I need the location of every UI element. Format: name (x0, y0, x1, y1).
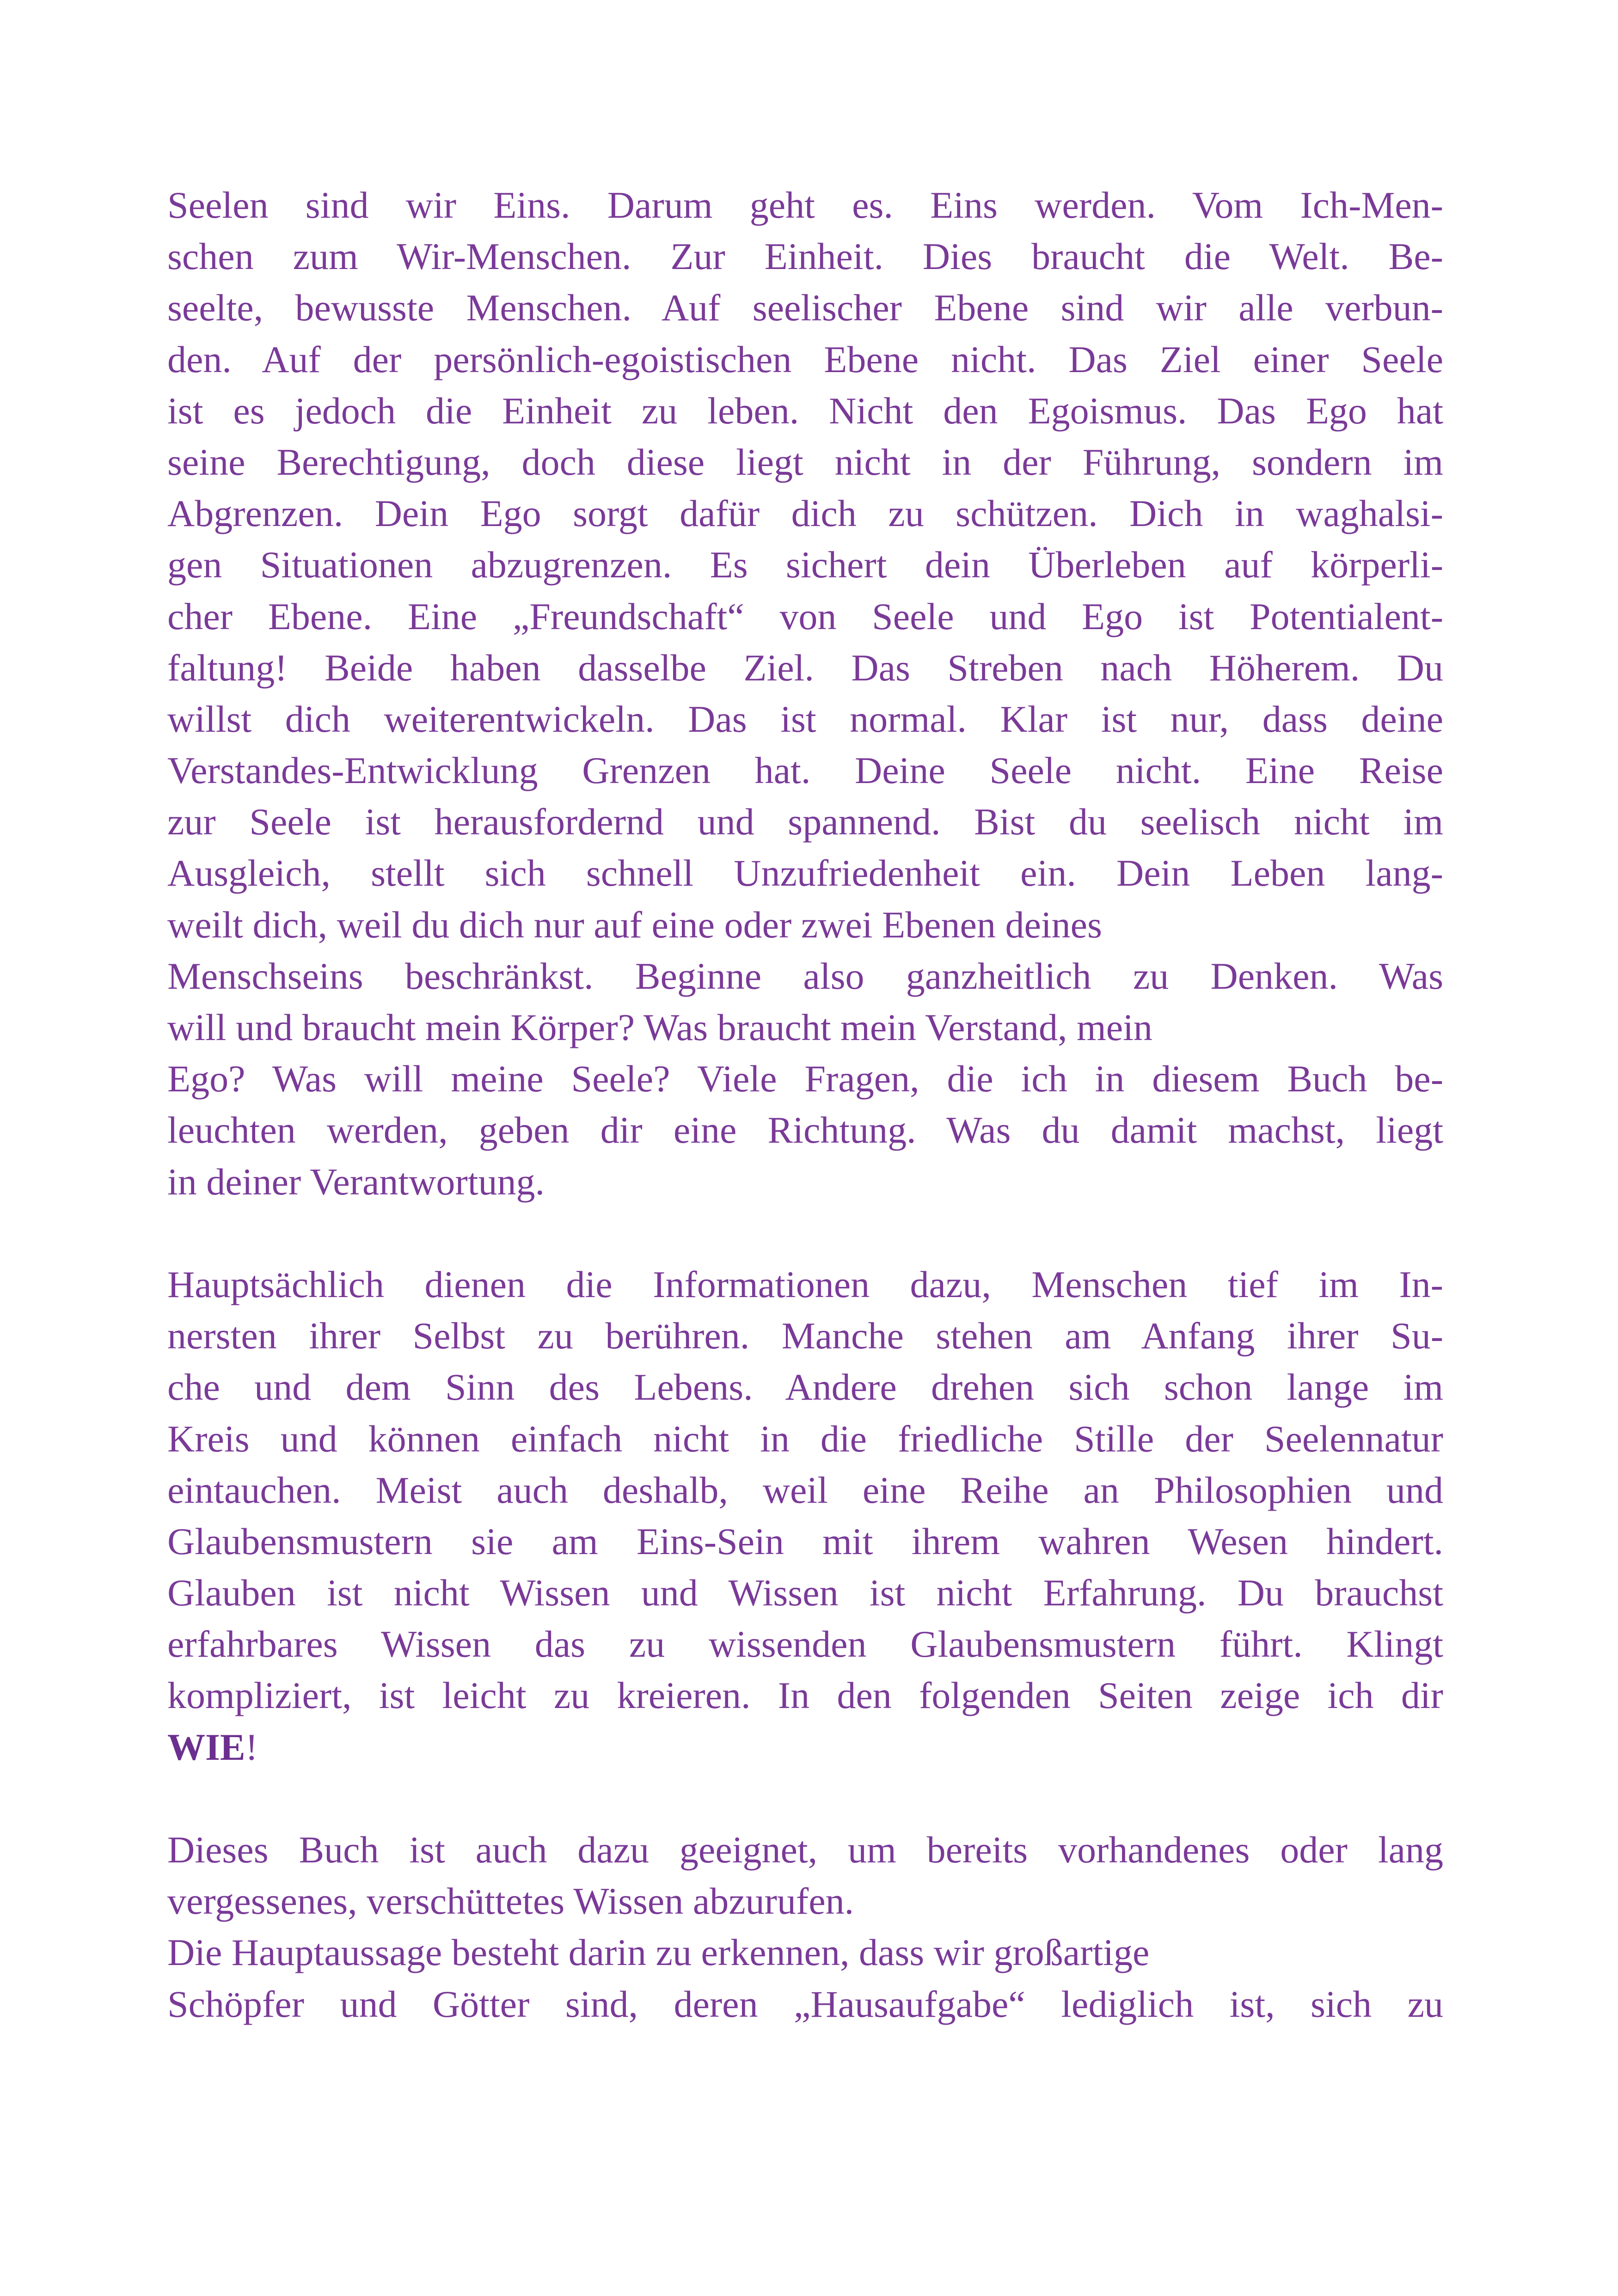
paragraph-2-line-9: kompliziert, ist leicht zu kreieren. In den folgenden Seiten zeige ich dir (167, 1674, 1443, 1717)
paragraph-1-line-5: ist es jedoch die Einheit zu leben. Nicht den Egoismus. Das Ego hat (167, 389, 1443, 432)
paragraph-2-line-1: Hauptsächlich dienen die Informationen dazu, Menschen tief im In- (167, 1263, 1443, 1305)
paragraph-1-line-13: zur Seele ist herausfordernd und spannend. Bist du seelisch nicht im (167, 801, 1443, 843)
paragraph-spacer (167, 1773, 1443, 1824)
paragraph-4-line-1: Die Hauptaussage besteht darin zu erkennen, dass wir großartige (167, 1931, 1150, 1974)
paragraph-2-line-7: Glauben ist nicht Wissen und Wissen ist nicht Erfahrung. Du brauchst (167, 1572, 1443, 1614)
paragraph-2-line-2: nersten ihrer Selbst zu berühren. Manche stehen am Anfang ihrer Su- (167, 1315, 1443, 1357)
paragraph-3-line-1: Dieses Buch ist auch dazu geeignet, um bereits vorhandenes oder lang (167, 1829, 1443, 1871)
paragraph-1-line-10: faltung! Beide haben dasselbe Ziel. Das Streben nach Höherem. Du (167, 646, 1443, 689)
paragraph-1-line-15: weilt dich, weil du dich nur auf eine oder zwei Ebenen deines (167, 903, 1102, 946)
paragraph-1-line-4: den. Auf der persönlich-egoistischen Ebene nicht. Das Ziel einer Seele (167, 338, 1443, 380)
paragraph-1-line-14: Ausgleich, stellt sich schnell Unzufriedenheit ein. Dein Leben lang- (167, 852, 1443, 894)
paragraph-2-line-6: Glaubensmustern sie am Eins-Sein mit ihrem wahren Wesen hindert. (167, 1520, 1443, 1562)
paragraph-2-line-3: che und dem Sinn des Lebens. Andere drehen sich schon lange im (167, 1366, 1443, 1408)
paragraph-1-line-20: in deiner Verantwortung. (167, 1160, 545, 1203)
paragraph-2-line-4: Kreis und können einfach nicht in die friedliche Stille der Seelennatur (167, 1417, 1443, 1460)
paragraph-1-line-11: willst dich weiterentwickeln. Das ist normal. Klar ist nur, dass deine (167, 698, 1443, 740)
paragraph-2-line-5: eintauchen. Meist auch deshalb, weil eine Reihe an Philosophien und (167, 1469, 1443, 1511)
paragraph-1-line-16: Menschseins beschränkst. Beginne also ganzheitlich zu Denken. Was (167, 955, 1443, 997)
paragraph-1-line-3: seelte, bewusste Menschen. Auf seelischer Ebene sind wir alle verbun- (167, 287, 1443, 329)
paragraph-3-line-2: vergessenes, verschüttetes Wissen abzurufen. (167, 1880, 854, 1923)
paragraph-1-line-1: Seelen sind wir Eins. Darum geht es. Eins werden. Vom Ich-Men- (167, 184, 1443, 226)
closing-punctuation: ! (245, 1726, 258, 1768)
paragraph-1-line-8: gen Situationen abzugrenzen. Es sichert dein Überleben auf körperli- (167, 544, 1443, 586)
paragraph-1-line-18: Ego? Was will meine Seele? Viele Fragen, die ich in diesem Buch be- (167, 1058, 1443, 1100)
paragraph-1-line-7: Abgrenzen. Dein Ego sorgt dafür dich zu schützen. Dich in waghalsi- (167, 492, 1443, 535)
paragraph-1-line-9: cher Ebene. Eine „Freundschaft“ von Seele und Ego ist Potentialent- (167, 595, 1443, 637)
emphasis-wie: WIE (167, 1726, 245, 1768)
paragraph-1-line-12: Verstandes-Entwicklung Grenzen hat. Deine Seele nicht. Eine Reise (167, 749, 1443, 792)
paragraph-1-line-6: seine Berechtigung, doch diese liegt nicht in der Führung, sondern im (167, 441, 1443, 483)
paragraph-1-line-2: schen zum Wir-Menschen. Zur Einheit. Dies braucht die Welt. Be- (167, 235, 1443, 278)
paragraph-2-closing-line (167, 1721, 1443, 1773)
paragraph-spacer (167, 1207, 1443, 1259)
paragraph-4-line-2: Schöpfer und Götter sind, deren „Hausaufgabe“ lediglich ist, sich zu (167, 1983, 1443, 2025)
body-text (167, 179, 1443, 2030)
paragraph-1-line-17: will und braucht mein Körper? Was braucht mein Verstand, mein (167, 1006, 1152, 1048)
paragraph-1-line-19: leuchten werden, geben dir eine Richtung. Was du damit machst, liegt (167, 1109, 1443, 1151)
paragraph-2-line-8: erfahrbares Wissen das zu wissenden Glaubensmustern führt. Klingt (167, 1623, 1443, 1665)
